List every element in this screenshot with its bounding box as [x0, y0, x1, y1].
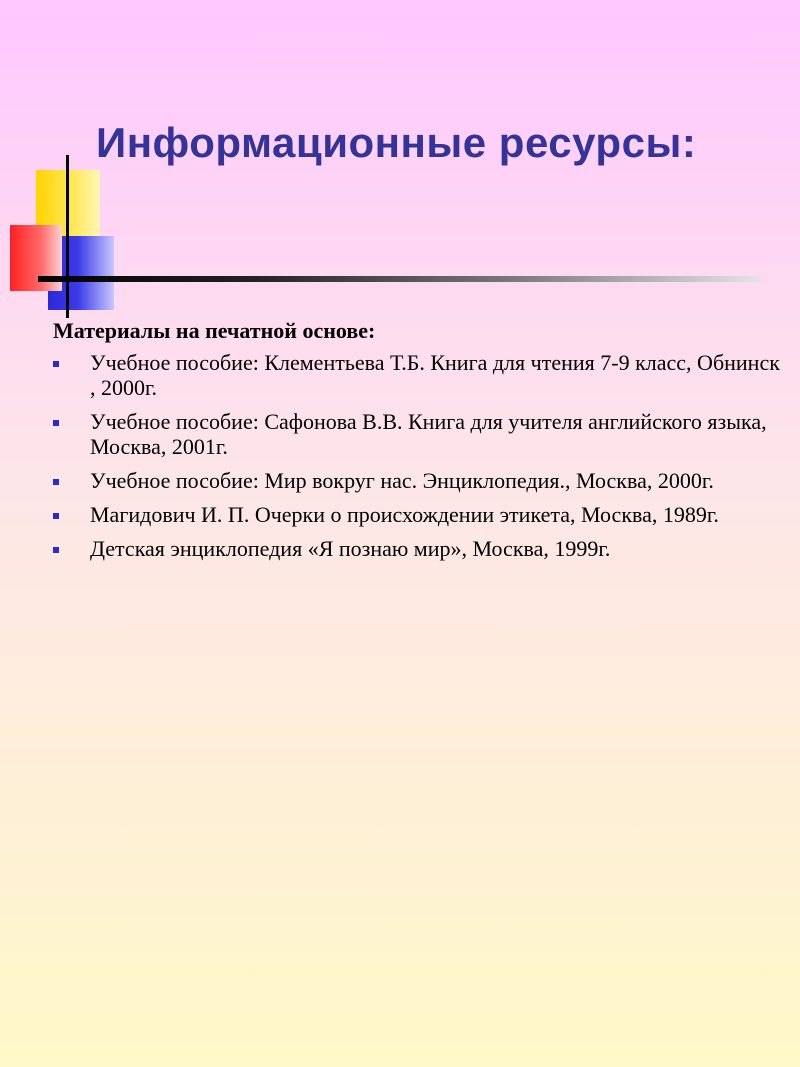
- list-item-text: Магидович И. П. Очерки о происхождении этикета, Москва, 1989г.: [90, 502, 719, 527]
- square-bullet-icon: [53, 547, 59, 553]
- resource-list: [50, 350, 780, 561]
- list-item: [50, 409, 780, 459]
- list-item-text: Учебное пособие: Мир вокруг нас. Энциклопедия., Москва, 2000г.: [90, 468, 714, 493]
- slide-content: [50, 318, 780, 570]
- list-item: [50, 350, 780, 400]
- decorative-horizontal-line: [38, 276, 760, 282]
- square-bullet-icon: [53, 361, 59, 367]
- list-item-text: Учебное пособие: Сафонова В.В. Книга для учителя английского языка, Москва, 2001г.: [90, 409, 767, 459]
- square-bullet-icon: [53, 420, 59, 426]
- list-item: [50, 536, 780, 561]
- list-item: [50, 468, 780, 493]
- section-subheading: Материалы на печатной основе:: [53, 318, 376, 343]
- decorative-vertical-line: [66, 155, 69, 318]
- list-item-text: Учебное пособие: Клементьева Т.Б. Книга для чтения 7-9 класс, Обнинск , 2000г.: [90, 350, 780, 400]
- slide-title: Информационные ресурсы:: [96, 119, 697, 166]
- list-item: [50, 502, 780, 527]
- list-item-text: Детская энциклопедия «Я познаю мир», Москва, 1999г.: [90, 536, 611, 561]
- square-bullet-icon: [53, 513, 59, 519]
- square-bullet-icon: [53, 479, 59, 485]
